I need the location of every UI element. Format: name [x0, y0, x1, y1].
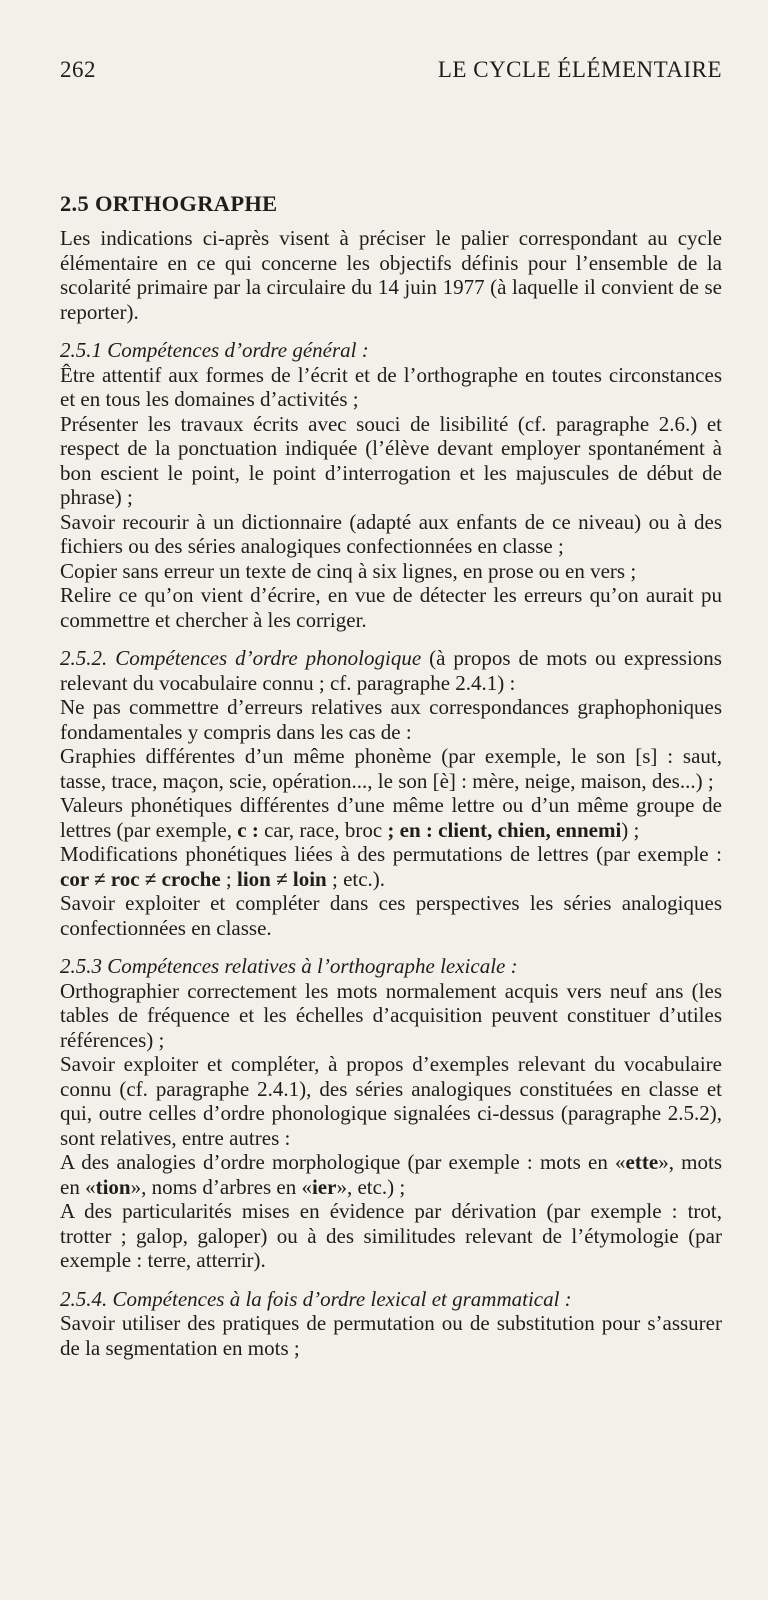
- intro-paragraph: Les indications ci-après visent à préciser le palier correspondant au cycle élémentaire en ce qui concerne les objectifs définis pour l’ensemble de la scolarité primaire par la circulaire du 14 juin 1977 (à laquelle il convient de se reporter).: [60, 226, 722, 324]
- section-title: 2.5 ORTHOGRAPHE: [60, 191, 278, 216]
- running-title: LE CYCLE ÉLÉMENTAIRE: [437, 57, 722, 82]
- bold-run: cor ≠ roc ≠ croche: [60, 866, 221, 891]
- heading-rest: (à propos de mots ou expressions relevant du vocabulaire connu ; cf. paragraphe 2.4.1) :: [60, 646, 722, 695]
- text-run: ; etc.).: [326, 866, 386, 891]
- subsection-heading: 2.5.4. Compétences à la fois d’ordre lexical et grammatical :: [60, 1286, 572, 1311]
- text-run: Valeurs phonétiques différentes d’une même lettre ou d’un même groupe de lettres (par exemple,: [60, 793, 722, 842]
- text-run: Modifications phonétiques liées à des permutations de lettres (par exemple :: [60, 842, 722, 866]
- list-item: Graphies différentes d’un même phonème (par exemple, le son [s] : saut, tasse, trace, maçon, scie, opération..., le son [è] : mère, neige, maison, des...) ;: [60, 744, 722, 793]
- list-item: Savoir exploiter et compléter dans ces perspectives les séries analogiques confectionnées en classe.: [60, 891, 722, 940]
- bold-run: lion ≠ loin: [237, 866, 327, 891]
- bold-run: ;: [382, 817, 400, 842]
- running-header: [60, 50, 722, 90]
- list-item: A des particularités mises en évidence par dérivation (par exemple : trot, trotter ; galop, galoper) ou à des similitudes relevant de l’étymologie (par exemple : terre, atterrir).: [60, 1199, 722, 1272]
- list-item: Orthographier correctement les mots normalement acquis vers neuf ans (les tables de fréquence et les échelles d’acquisition peuvent constituer d’utiles références) ;: [60, 978, 722, 1052]
- list-item: [60, 1150, 722, 1199]
- text-run: », etc.) ;: [336, 1174, 406, 1199]
- list-item: [60, 842, 722, 891]
- subsection-heading-paragraph: [60, 646, 722, 695]
- list-item: Être attentif aux formes de l’écrit et de l’orthographe en toutes circonstances et en tous les domaines d’activités ;: [60, 362, 722, 411]
- text-run: », noms d’arbres en «: [130, 1174, 312, 1199]
- text-run: A des analogies d’ordre morphologique (par exemple : mots en «: [60, 1150, 626, 1174]
- subsection-heading: 2.5.2. Compétences d’ordre phonologique: [60, 646, 422, 670]
- list-item: Savoir exploiter et compléter, à propos d’exemples relevant du vocabulaire connu (cf. paragraphe 2.4.1), des séries analogiques constituées en classe et qui, outre celles d’ordre phonologique signalées ci-dessus (paragraphe 2.5.2), sont relatives, entre autres :: [60, 1052, 722, 1150]
- list-item: Savoir recourir à un dictionnaire (adapté aux enfants de ce niveau) ou à des fichiers ou des séries analogiques confectionnées en classe ;: [60, 509, 722, 558]
- text-run: car, race, broc: [264, 817, 383, 842]
- section-2-5-4: [60, 1287, 722, 1361]
- bold-run: ier: [311, 1174, 337, 1199]
- list-item: Savoir utiliser des pratiques de permutation ou de substitution pour s’assurer de la segmentation en mots ;: [60, 1311, 722, 1360]
- list-item: Relire ce qu’on vient d’écrire, en vue de détecter les erreurs qu’on aurait pu commettre et chercher à les corriger.: [60, 583, 722, 632]
- bold-run: ette: [625, 1150, 659, 1174]
- section-2-5-3: [60, 954, 722, 1273]
- section-2-5-2: [60, 646, 722, 940]
- section-2-5-1: [60, 338, 722, 632]
- list-item: Ne pas commettre d’erreurs relatives aux correspondances graphophoniques fondamentales y compris dans les cas de :: [60, 695, 722, 744]
- subsection-heading: 2.5.1 Compétences d’ordre général :: [60, 338, 369, 362]
- text-run: ;: [220, 866, 238, 891]
- bold-run: en : client, chien, ennemi: [399, 817, 622, 842]
- bold-run: tion: [95, 1174, 131, 1199]
- subsection-heading: 2.5.3 Compétences relatives à l’orthographe lexicale :: [60, 954, 518, 978]
- text-run: », mots en «: [60, 1150, 722, 1199]
- text-run: ) ;: [621, 817, 640, 842]
- list-item: Copier sans erreur un texte de cinq à six lignes, en prose ou en vers ;: [60, 558, 637, 583]
- page-number: 262: [60, 57, 96, 82]
- list-item: [60, 793, 722, 842]
- bold-run: c :: [237, 817, 265, 842]
- list-item: Présenter les travaux écrits avec souci de lisibilité (cf. paragraphe 2.6.) et respect de la ponctuation indiquée (l’élève devant employer spontanément à bon escient le point, le point d’interrogation et les majuscules de début de phrase) ;: [60, 411, 722, 509]
